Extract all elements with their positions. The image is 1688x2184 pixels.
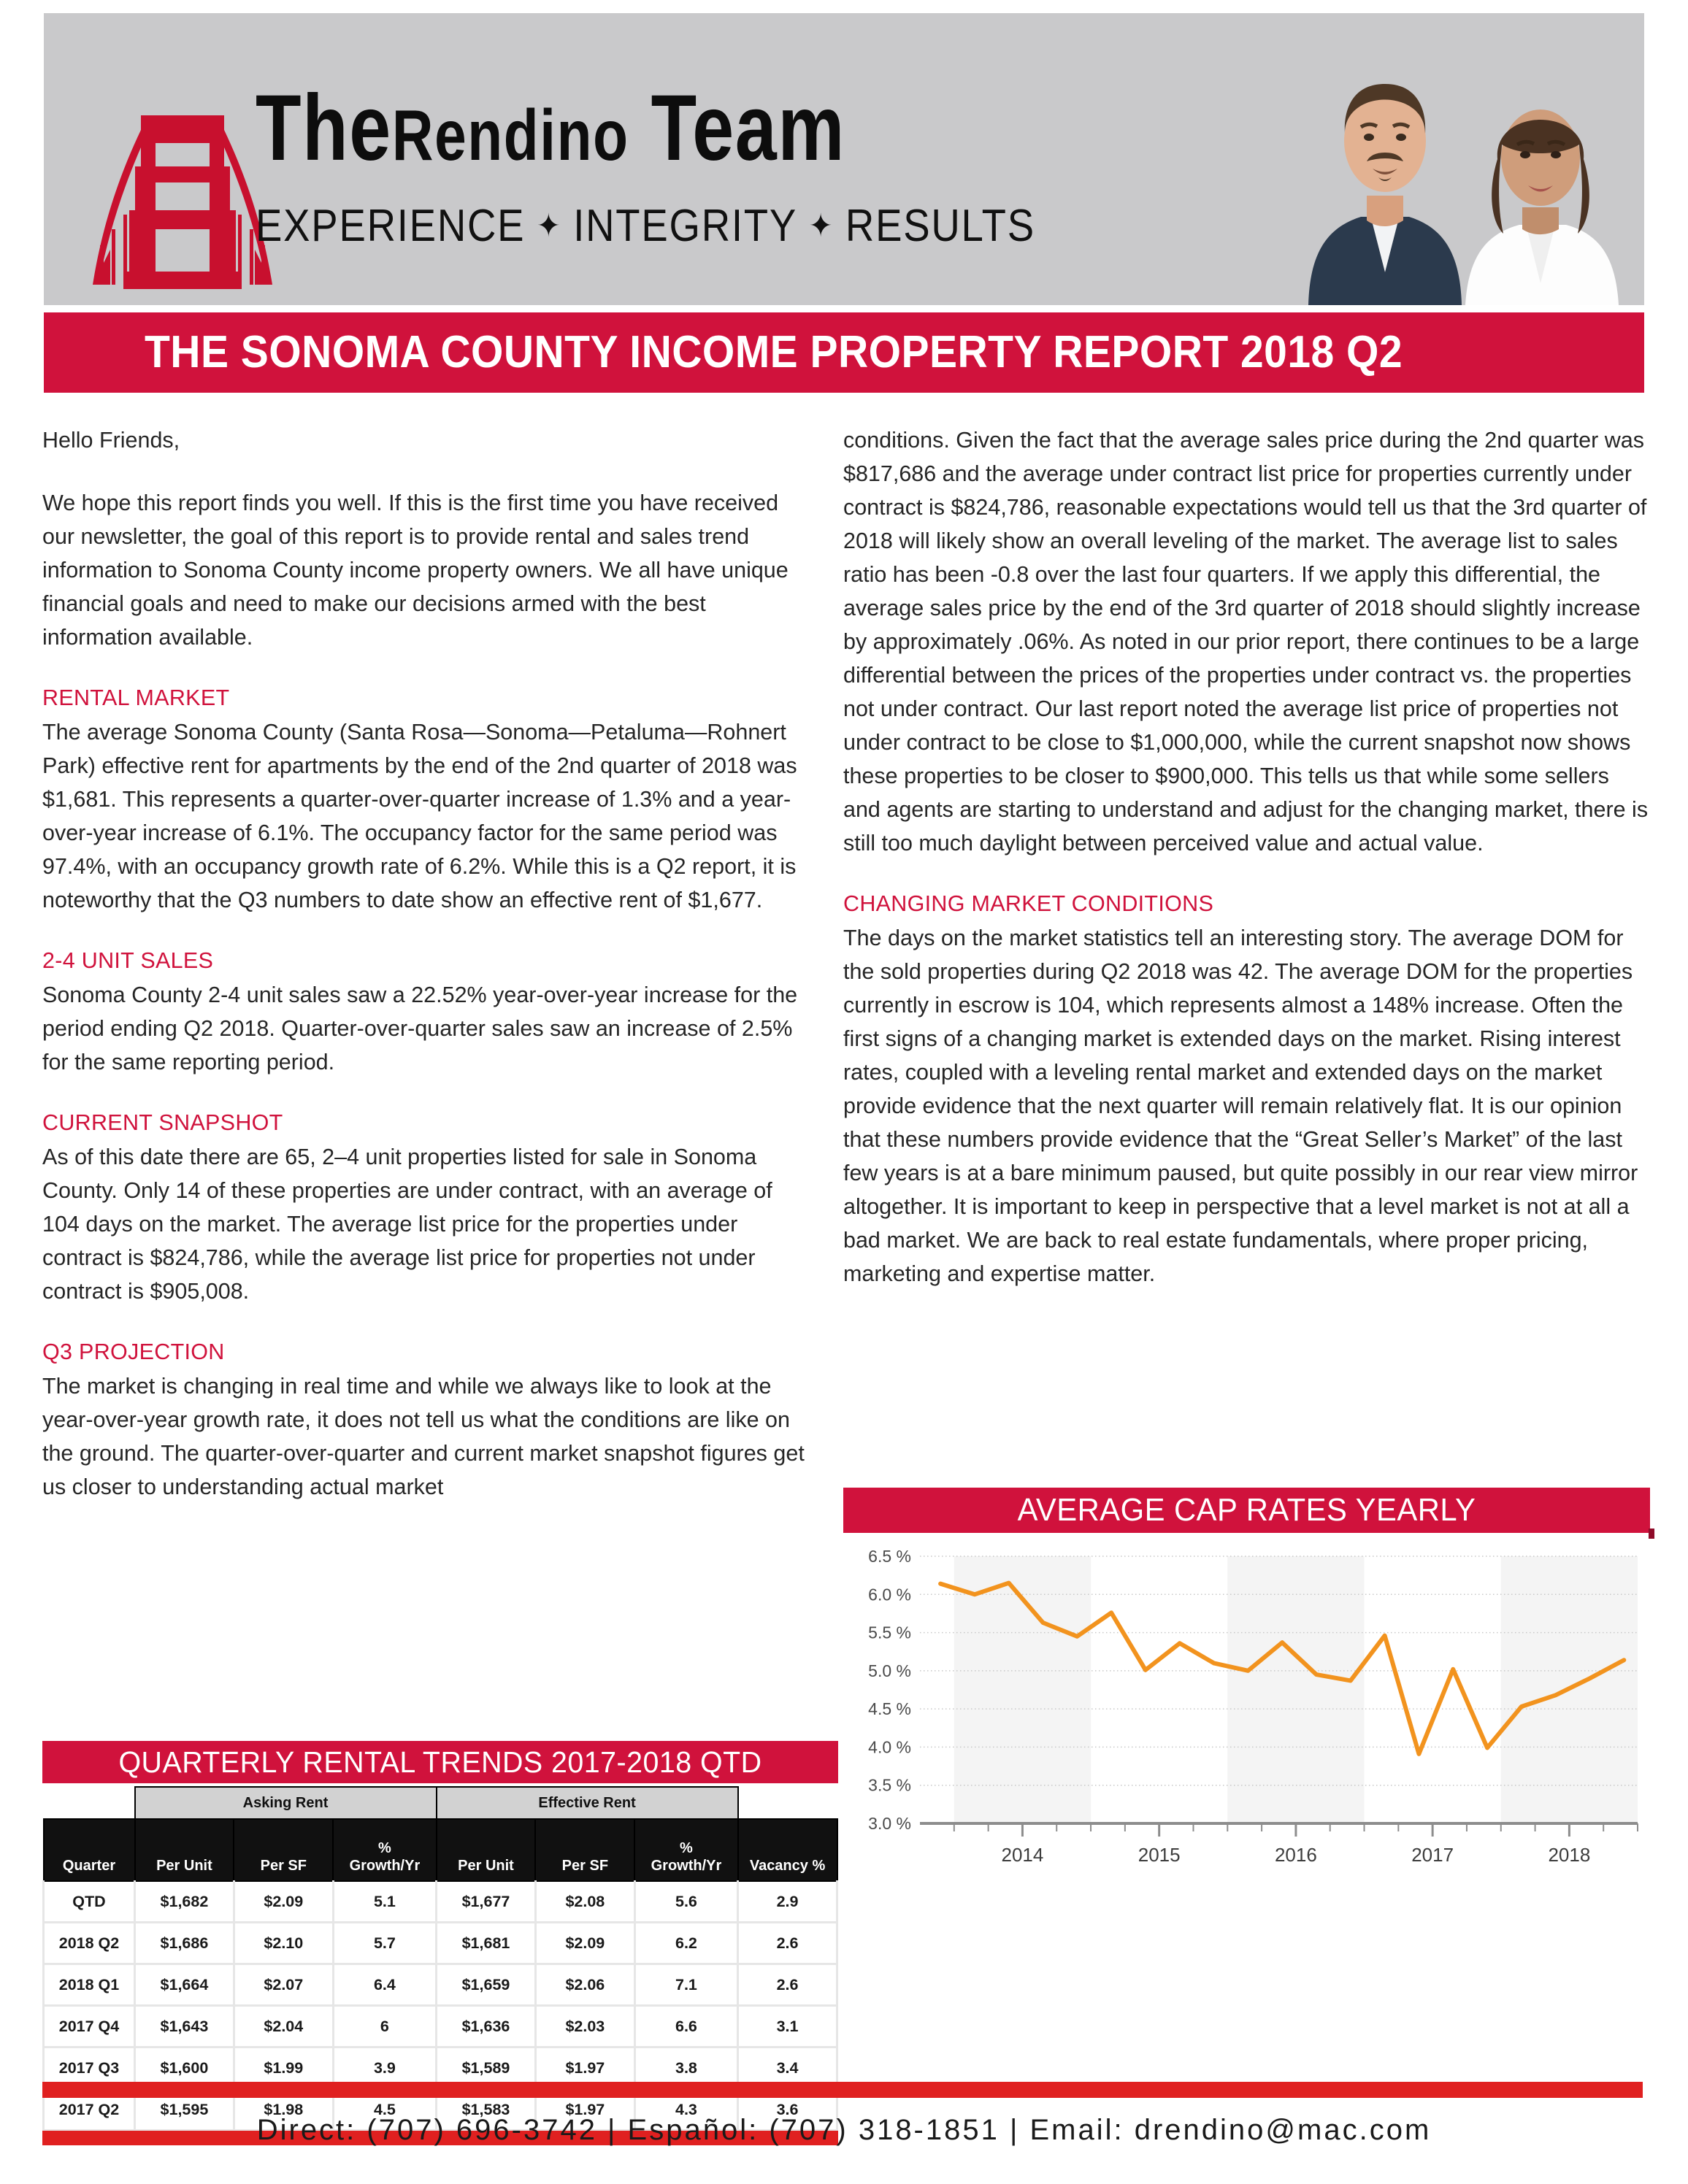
- table-cell: 5.6: [634, 1881, 737, 1923]
- tagline-experience: EXPERIENCE: [256, 201, 526, 251]
- intro-paragraph: We hope this report finds you well. If this is the first time you have received our newsletter, the goal of this report is to provide rental and sales trend information to Sonoma County income property owners. We all have unique financial goals and need to make our decisions armed with the best information available.: [42, 491, 789, 650]
- footer-contact: Direct: (707) 696-3742 | Español: (707) 318-1851 | Email: drendino@mac.com: [256, 2114, 1432, 2146]
- cap-rates-chart-title-bar: [843, 1488, 1650, 1533]
- chart-y-tick-label: 4.0 %: [868, 1737, 911, 1757]
- tagline-integrity: INTEGRITY: [573, 201, 798, 251]
- col-header-effective-growth: % Growth/Yr: [634, 1819, 737, 1881]
- section-body-current-snapshot: As of this date there are 65, 2–4 unit properties listed for sale in Sonoma County. Only 14 of these properties are under contract, with an average of 104 days on the market. The average list price for the properties under contract is $824,786, while the average list price for properties not under contract is $905,008.: [42, 1145, 772, 1304]
- cap-rates-plot: [843, 1543, 1650, 1879]
- table-cell: 6.4: [333, 1964, 436, 2006]
- table-cell: 5.7: [333, 1923, 436, 1964]
- table-column-header-row: [44, 1819, 837, 1881]
- section-heading-q3-projection: Q3 PROJECTION: [42, 1339, 225, 1364]
- cap-rates-chart-title: AVERAGE CAP RATES YEARLY: [1017, 1492, 1476, 1528]
- table-cell: 3.9: [333, 2048, 436, 2089]
- brand-tagline: [256, 200, 1155, 252]
- diamond-icon: ✦: [808, 208, 835, 244]
- table-group-header-row: [44, 1787, 837, 1819]
- table-cell: 2.6: [738, 1964, 837, 2006]
- table-cell-quarter: 2018 Q2: [44, 1923, 135, 1964]
- table-cell: $2.09: [234, 1881, 333, 1923]
- table-cell: $1,681: [437, 1923, 536, 1964]
- col-header-vacancy: Vacancy %: [738, 1819, 837, 1881]
- table-row: [44, 1881, 837, 1923]
- table-cell: 3.8: [634, 2048, 737, 2089]
- table-cell: $1,664: [135, 1964, 234, 2006]
- group-header-effective-rent: Effective Rent: [437, 1787, 738, 1819]
- diamond-icon: ✦: [537, 208, 562, 244]
- group-header-blank-right: [738, 1787, 837, 1819]
- table-cell: $1,659: [437, 1964, 536, 2006]
- table-cell: $2.08: [535, 1881, 634, 1923]
- golden-gate-bridge-icon: [84, 93, 281, 294]
- table-cell-quarter: 2017 Q2: [44, 2089, 135, 2131]
- brand-name: [256, 76, 1073, 180]
- brand-word-team: Team: [651, 76, 845, 180]
- table-cell: 2.6: [738, 1923, 837, 1964]
- table-cell: $1.98: [234, 2089, 333, 2131]
- table-cell: 3.1: [738, 2006, 837, 2048]
- chart-y-tick-label: 5.5 %: [868, 1623, 911, 1642]
- section-heading-2-4-unit-sales: 2-4 UNIT SALES: [42, 948, 214, 973]
- group-header-asking-rent: Asking Rent: [135, 1787, 437, 1819]
- section-heading-current-snapshot: CURRENT SNAPSHOT: [42, 1110, 283, 1135]
- section-body-2-4-unit-sales: Sonoma County 2-4 unit sales saw a 22.52% year-over-year increase for the period ending Q2 2018. Quarter-over-quarter sales saw an increase of 2.5% for the same reporting period.: [42, 983, 798, 1074]
- table-cell-quarter: 2017 Q4: [44, 2006, 135, 2048]
- chart-y-tick-label: 6.5 %: [868, 1547, 911, 1566]
- agent-photos: [1286, 13, 1644, 305]
- col-header-asking-growth: % Growth/Yr: [333, 1819, 436, 1881]
- table-cell: $2.10: [234, 1923, 333, 1964]
- cap-rates-chart-block: [843, 1488, 1650, 1879]
- table-cell: $1,583: [437, 2089, 536, 2131]
- col-header-quarter: Quarter: [44, 1819, 135, 1881]
- chart-year-band: [1227, 1556, 1364, 1823]
- table-cell: 5.1: [333, 1881, 436, 1923]
- brand-word-the: The: [256, 76, 392, 180]
- col-header-asking-per-sf: Per SF: [234, 1819, 333, 1881]
- agent-portrait-female: [1443, 64, 1637, 305]
- left-column: [42, 423, 805, 1533]
- section-heading-rental-market: RENTAL MARKET: [42, 685, 230, 710]
- tagline-results: RESULTS: [845, 201, 1035, 251]
- table-cell: $1,600: [135, 2048, 234, 2089]
- col-header-effective-per-unit: Per Unit: [437, 1819, 536, 1881]
- chart-x-tick-label: 2014: [1001, 1844, 1044, 1866]
- table-cell: 4.5: [333, 2089, 436, 2131]
- chart-y-tick-label: 5.0 %: [868, 1661, 911, 1680]
- table-cell: 7.1: [634, 1964, 737, 2006]
- table-cell: $2.07: [234, 1964, 333, 2006]
- table-cell: 3.4: [738, 2048, 837, 2089]
- brand-block: [256, 48, 1278, 289]
- table-cell: 6.6: [634, 2006, 737, 2048]
- chart-y-tick-label: 4.5 %: [868, 1699, 911, 1719]
- section-body-changing-market-conditions: The days on the market statistics tell an interesting story. The average DOM for the sold properties during Q2 2018 was 42. The average DOM for the properties currently in escrow is 104, which represents almost a 148% increase. Often the first signs of a changing market is extended days on the market. Rising interest rates, coupled with a leveling rental market and extended days on the market provide evidence that the next quarter will remain relatively flat. It is our opinion that these numbers provide evidence that the “Great Seller’s Market” of the last few years is at a bare minimum paused, but quite possibly in our rear view mirror altogether. It is important to keep in perspective that a level market is not at all a bad market. We are back to real estate fundamentals, where proper pricing, marketing and expertise matter.: [843, 926, 1638, 1286]
- table-cell: 4.3: [634, 2089, 737, 2131]
- table-cell: 2.9: [738, 1881, 837, 1923]
- table-cell: $2.09: [535, 1923, 634, 1964]
- table-cell: $1,677: [437, 1881, 536, 1923]
- table-row: [44, 1923, 837, 1964]
- table-cell: $1,589: [437, 2048, 536, 2089]
- table-row: [44, 1964, 837, 2006]
- table-cell-quarter: 2017 Q3: [44, 2048, 135, 2089]
- table-cell: 3.6: [738, 2089, 837, 2131]
- chart-x-tick-label: 2018: [1548, 1844, 1591, 1866]
- table-cell: $2.06: [535, 1964, 634, 2006]
- table-cell: $1,595: [135, 2089, 234, 2131]
- masthead: [44, 13, 1644, 305]
- continuation-paragraph: conditions. Given the fact that the average sales price during the 2nd quarter was $817,686 and the average under contract list price for properties currently under contract is $824,786, reasonable expectations would tell us that the 3rd quarter of 2018 will likely show an overall leveling of the market. The average list to sales ratio has been -0.8 over the last four quarters. If we apply this differential, the average sales price by the end of the 3rd quarter of 2018 should slightly increase by approximately .06%. As noted in our prior report, there continues to be a large differential between the prices of the properties under contract vs. the properties not under contract. Our last report noted the average list price of properties not under contract to be close to $1,000,000, while the current snapshot now shows these properties to be closer to $900,000. This tells us that while some sellers and agents are starting to understand and adjust for the changing market, there is still too much daylight between perceived value and actual value.: [843, 428, 1649, 855]
- table-cell: $1,682: [135, 1881, 234, 1923]
- table-cell: 6.2: [634, 1923, 737, 1964]
- rental-trends-table-title: QUARTERLY RENTAL TRENDS 2017-2018 QTD: [118, 1745, 762, 1779]
- col-header-asking-per-unit: Per Unit: [135, 1819, 234, 1881]
- table-cell: $2.04: [234, 2006, 333, 2048]
- table-cell-quarter: 2018 Q1: [44, 1964, 135, 2006]
- brand-word-rendino: Rendino: [391, 95, 629, 175]
- table-row: [44, 2006, 837, 2048]
- right-column: [843, 423, 1650, 1320]
- group-header-blank-left: [44, 1787, 135, 1819]
- chart-y-tick-label: 6.0 %: [868, 1585, 911, 1604]
- section-heading-changing-market-conditions: CHANGING MARKET CONDITIONS: [843, 891, 1214, 916]
- rental-trends-table: [42, 1786, 838, 2131]
- section-body-rental-market: The average Sonoma County (Santa Rosa—Sonoma—Petaluma—Rohnert Park) effective rent for apartments by the end of the 2nd quarter of 2018 was $1,681. This represents a quarter-over-quarter increase of 1.3% and a year-over-year increase of 6.1%. The occupancy factor for the same period was 97.4%, with an occupancy growth rate of 6.2%. While this is a Q2 report, it is noteworthy that the Q3 numbers to date show an effective rent of $1,677.: [42, 720, 797, 912]
- chart-x-tick-label: 2016: [1274, 1844, 1317, 1866]
- chart-y-tick-label: 3.0 %: [868, 1814, 911, 1833]
- chart-y-tick-label: 3.5 %: [868, 1775, 911, 1795]
- chart-x-tick-label: 2017: [1411, 1844, 1454, 1866]
- table-cell: $1,686: [135, 1923, 234, 1964]
- col-header-effective-per-sf: Per SF: [535, 1819, 634, 1881]
- rental-trends-table-title-bar: [42, 1741, 838, 1783]
- table-cell: $1,636: [437, 2006, 536, 2048]
- cap-rates-line-chart-svg: [843, 1543, 1650, 1879]
- page-title: THE SONOMA COUNTY INCOME PROPERTY REPORT 2018 Q2: [145, 327, 1403, 377]
- table-cell: $1.97: [535, 2048, 634, 2089]
- footer-accent-bar: [42, 2082, 1643, 2098]
- table-cell-quarter: QTD: [44, 1881, 135, 1923]
- title-bar-shadow-nub: [1649, 1529, 1654, 1539]
- section-body-q3-projection: The market is changing in real time and while we always like to look at the year-over-year growth rate, it does not tell us what the conditions are like on the ground. The quarter-over-quarter and current market snapshot figures get us closer to understanding actual market: [42, 1374, 805, 1499]
- table-cell: $1,643: [135, 2006, 234, 2048]
- greeting: Hello Friends,: [42, 428, 180, 453]
- report-title-bar: [44, 312, 1644, 393]
- chart-x-tick-label: 2015: [1138, 1844, 1181, 1866]
- table-cell: $1.97: [535, 2089, 634, 2131]
- table-cell: 6: [333, 2006, 436, 2048]
- table-cell: $2.03: [535, 2006, 634, 2048]
- table-cell: $1.99: [234, 2048, 333, 2089]
